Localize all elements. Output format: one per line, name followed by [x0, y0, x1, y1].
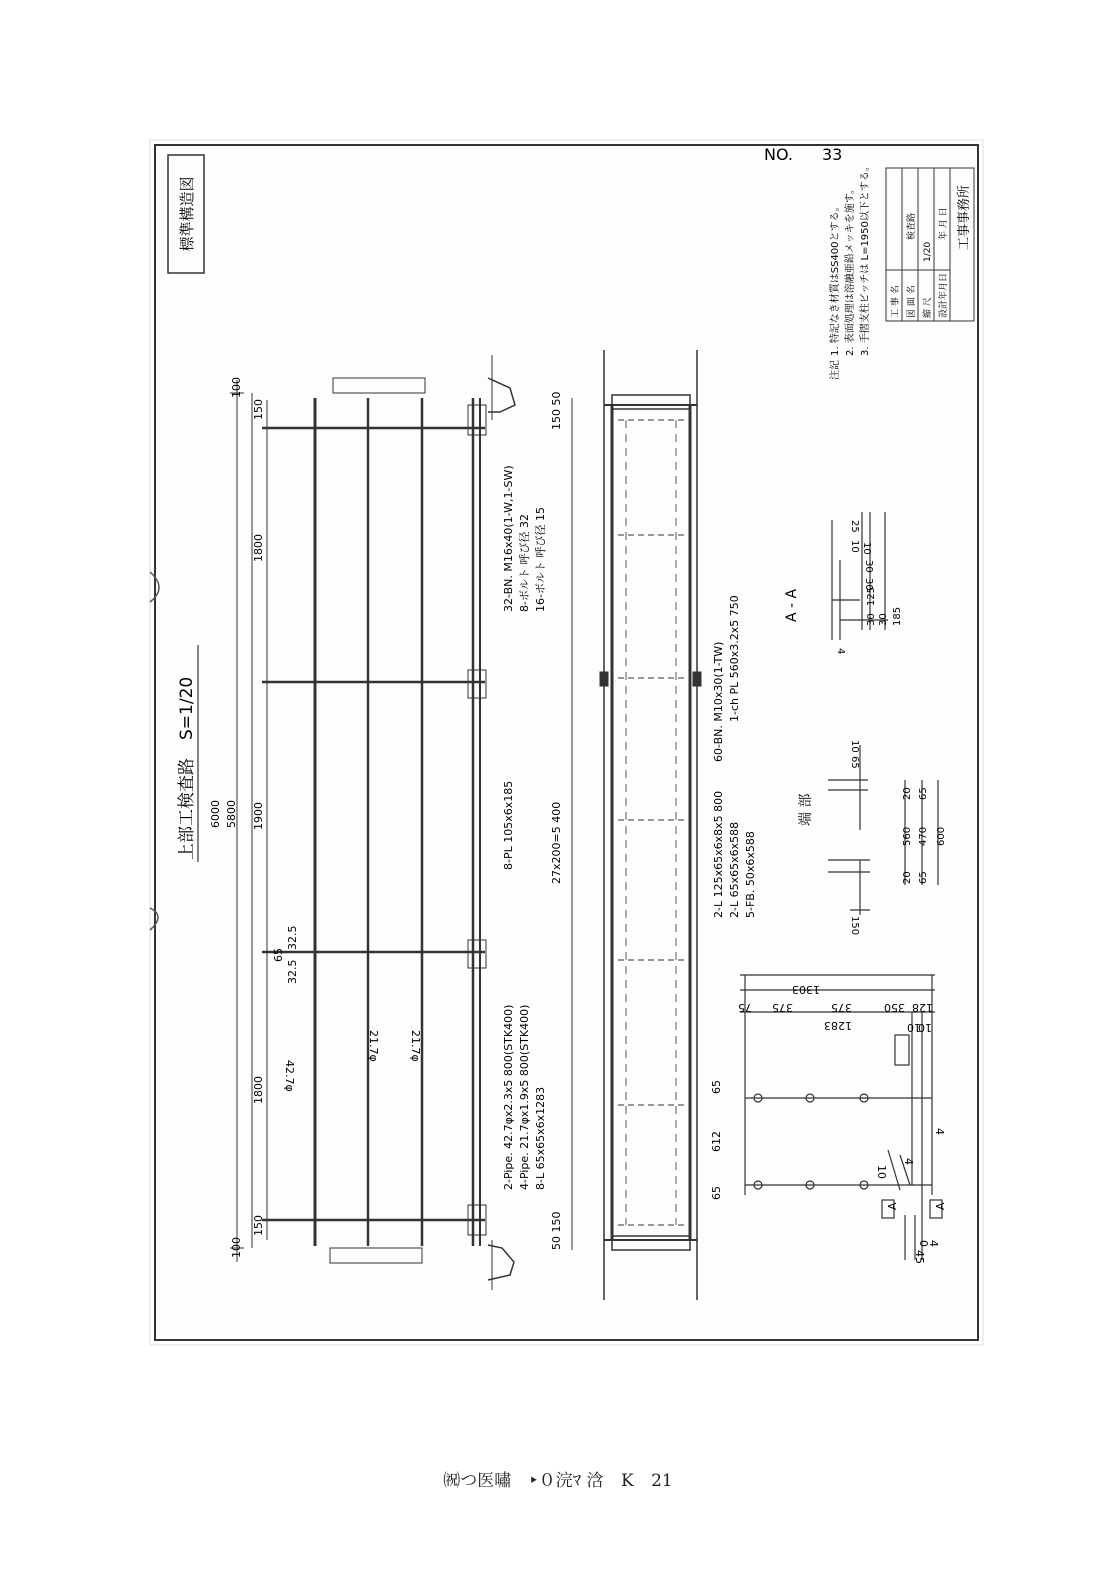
- tb-row4-label: 設計年月日: [939, 272, 949, 318]
- aa-dim-125: 125: [866, 586, 877, 606]
- dim-post-325b: 32.5: [286, 959, 299, 984]
- mat-upper-right-3: 16-ボルト 呼び径 15: [534, 507, 547, 612]
- cs-bottom-0: 0: [917, 1240, 930, 1247]
- note-2: 2. 表面処理は溶融亜鉛メッキを施す。: [845, 184, 856, 356]
- end-dim-150: 150: [849, 916, 860, 936]
- section-aa-label: A - A: [784, 588, 800, 622]
- tb-row2-label: 図 面 名: [907, 285, 917, 318]
- dim-center-span: 1900: [252, 802, 265, 830]
- side-dim-612: 612: [710, 1131, 723, 1152]
- drawing-scale: S=1/20: [177, 676, 197, 740]
- mat-upper-left-3: 8-L 65x65x6x1283: [534, 1086, 547, 1190]
- dim-bottom-50-150: 50 150: [550, 1211, 563, 1250]
- end-dim-560: 560: [902, 826, 913, 846]
- aa-dim-30d: 30: [878, 613, 889, 626]
- cs-bottom-4b: 4: [902, 1158, 915, 1165]
- mat-lower-left-1: 2-L 125x65x6x8x5 800: [712, 790, 725, 918]
- side-dim-65-top: 65: [710, 1080, 723, 1094]
- dim-inner-length: 5800: [225, 800, 238, 828]
- cs-dim-10a: 10: [918, 1021, 932, 1034]
- dim-end-100-left: 100: [230, 377, 243, 398]
- cs-bottom-4a: 4: [933, 1128, 946, 1135]
- mat-upper-left-1: 2-Pipe. 42.7φx2.3x5 800(STK400): [502, 1004, 515, 1190]
- tb-office: 工事事務所: [957, 184, 972, 250]
- side-dim-65-bottom: 65: [710, 1186, 723, 1200]
- footer-part-3: K: [621, 1471, 634, 1491]
- dim-right-span: 1800: [252, 1076, 265, 1104]
- mat-lower-left-3: 5-FB. 50x6x588: [744, 831, 757, 918]
- end-dim-65c: 65: [918, 871, 929, 884]
- cs-mark-a1: A: [886, 1202, 899, 1210]
- aa-dim-10b: 10: [861, 542, 872, 555]
- dim-left-span: 1800: [252, 534, 265, 562]
- cs-dim-10b: 10: [907, 1021, 921, 1034]
- cs-dim-1303: 1303: [792, 983, 820, 996]
- dim-pipe-427: 42.7φ: [283, 1060, 296, 1092]
- tb-row1-label: 工 事 名: [891, 285, 901, 318]
- mat-lower-right-2: 1-ch PL 560x3.2x5 750: [728, 595, 741, 722]
- footer-part-1: ㈷つ医嘯: [443, 1471, 512, 1491]
- tb-row2-value: 検査路: [907, 212, 917, 240]
- dim-total-length: 6000: [209, 800, 222, 828]
- end-dim-20a: 20: [902, 787, 913, 800]
- dim-end-150-left: 150: [252, 399, 265, 420]
- cs-dim-75: 75: [738, 1001, 752, 1014]
- end-dim-600: 600: [936, 826, 947, 846]
- aa-dim-25: 25: [849, 520, 860, 533]
- aa-dim-30c: 30: [866, 613, 877, 626]
- end-dim-65b: 65: [918, 787, 929, 800]
- end-detail-label: 端 部: [798, 793, 814, 826]
- footer-page-number: 21: [651, 1471, 673, 1491]
- sheet-no: 33: [822, 145, 843, 164]
- sheet-no-label: NO.: [764, 145, 793, 164]
- aa-dim-4: 4: [835, 648, 846, 655]
- cs-dim-375b: 375: [772, 1001, 793, 1014]
- mat-lower-right-1: 60-BN. M10x30(1-TW): [712, 641, 725, 762]
- mat-upper-center-1: 8-PL 105x6x185: [502, 780, 515, 870]
- tb-row4-value: 年 月 日: [939, 207, 949, 240]
- stamp-text: 標準構造図: [178, 176, 196, 252]
- mat-upper-right-1: 32-BN. M16x40(1-W,1-SW): [502, 465, 515, 612]
- dim-end-150-right: 150: [252, 1215, 265, 1236]
- tb-row3-value: 1/20: [923, 241, 933, 262]
- cs-bottom-4c: 4: [927, 1240, 940, 1247]
- cs-dim-375a: 375: [831, 1001, 852, 1014]
- cs-dim-1283: 1283: [824, 1019, 852, 1032]
- dim-end-100-right: 100: [230, 1237, 243, 1258]
- dim-post-65: 65: [272, 948, 285, 962]
- dim-post-325a: 32.5: [286, 925, 299, 950]
- note-3: 3. 手摺支柱ピッチは L=1950以下とする。: [860, 161, 871, 356]
- note-1: 1. 特記なき材質はSS400とする。: [830, 201, 841, 356]
- end-dim-65a: 65: [849, 756, 860, 769]
- notes-heading: 注記: [830, 360, 841, 380]
- tb-row3-label: 縮 尺: [923, 297, 933, 318]
- dim-pipe-217b: 21.7φ: [409, 1030, 422, 1062]
- cs-dim-128: 128: [912, 1001, 933, 1014]
- aa-dim-185: 185: [892, 606, 903, 626]
- mat-upper-left-2: 4-Pipe. 21.7φx1.9x5 800(STK400): [518, 1004, 531, 1190]
- end-dim-470: 470: [918, 826, 929, 846]
- aa-dim-30a: 30: [863, 560, 874, 573]
- cs-bottom-45: 45: [913, 1250, 926, 1264]
- cs-dim-350: 350: [884, 1001, 905, 1014]
- footer-part-2: ‣０浣ﾏ 浛: [528, 1471, 604, 1491]
- aa-dim-30b: 30: [863, 578, 874, 591]
- end-dim-10: 10: [849, 740, 860, 753]
- drawing-title: 上部工検査路: [177, 758, 197, 860]
- cs-bottom-10: 10: [875, 1165, 888, 1179]
- mat-upper-right-2: 8-ボルト 呼び径 32: [518, 514, 531, 612]
- aa-dim-10a: 10: [849, 540, 860, 553]
- mat-lower-left-2: 2-L 65x65x6x588: [728, 821, 741, 918]
- end-dim-20b: 20: [902, 871, 913, 884]
- cs-mark-a2: A: [934, 1202, 947, 1210]
- dim-bottom-pitch: 27x200=5 400: [550, 801, 563, 884]
- dim-bottom-150-50: 150 50: [550, 391, 563, 430]
- dim-pipe-217a: 21.7φ: [367, 1030, 380, 1062]
- page-footer: [0, 1466, 1116, 1491]
